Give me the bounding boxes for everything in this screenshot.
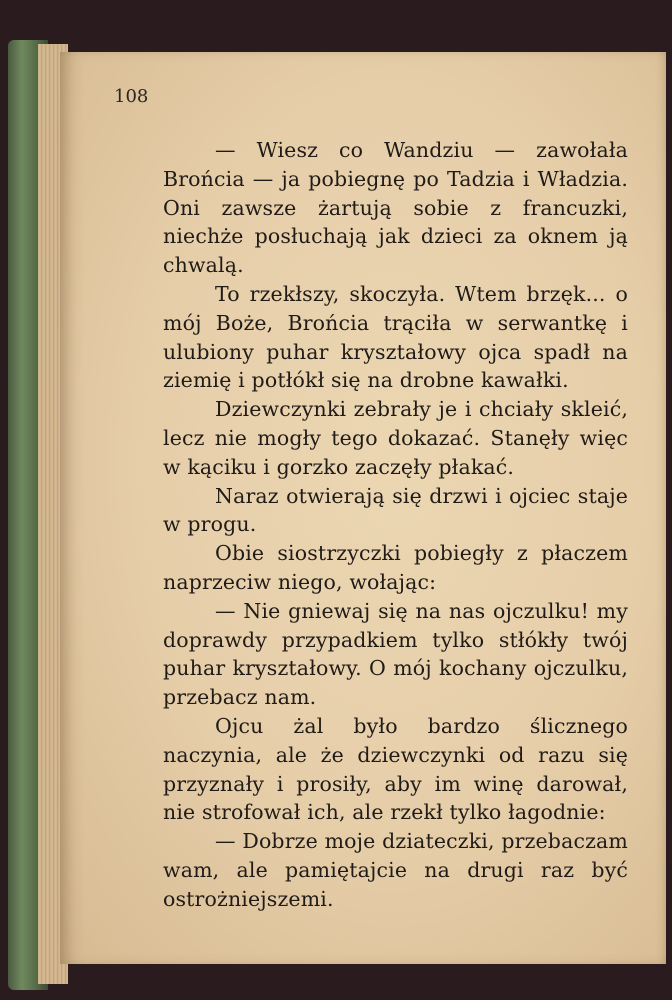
- paragraph: — Wiesz co Wandziu — zawołała Brońcia — ja pobiegnę po Tadzia i Władzia. Oni zawsze żartują sobie z francuzki, niechże posłuchają jak dzieci za oknem ją chwalą.: [163, 138, 628, 278]
- paragraph: — Nie gniewaj się na nas ojczulku! my doprawdy przypadkiem tylko stłókły twój puhar kryształowy. O mój kochany ojczulku, przebacz nam.: [163, 598, 628, 710]
- paragraph: — Dobrze moje dziateczki, przebaczam wam, ale pamiętajcie na drugi raz być ostrożniejszemi.: [163, 829, 628, 911]
- paragraph: Naraz otwierają się drzwi i ojciec staje w progu.: [163, 483, 628, 537]
- page-body-text: [163, 136, 628, 914]
- page-number: 108: [114, 86, 149, 107]
- paragraph: To rzekłszy, skoczyła. Wtem brzęk... o mój Boże, Brońcia trąciła w serwantkę i ulubiony puhar kryształowy ojca spadł na ziemię i potłókł się na drobne kawałki.: [163, 281, 628, 393]
- paragraph: Obie siostrzyczki pobiegły z płaczem naprzeciw niego, wołając:: [163, 541, 628, 594]
- paragraph: Ojcu żal było bardzo ślicznego naczynia, ale że dziewczynki od razu się przyznały i prosiły, aby im winę darował, nie strofował ich, ale rzekł tylko łagodnie:: [163, 713, 628, 825]
- paragraph: Dziewczynki zebrały je i chciały skleić, lecz nie mogły tego dokazać. Stanęły więc w kąciku i gorzko zaczęły płakać.: [163, 397, 628, 479]
